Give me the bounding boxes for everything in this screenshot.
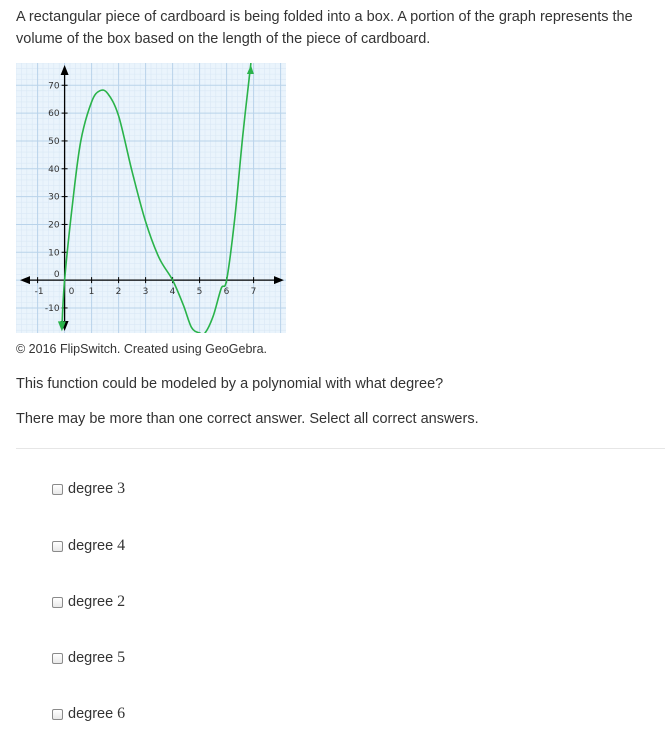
option-checkbox[interactable] <box>52 709 63 720</box>
graph-svg <box>16 63 286 333</box>
option-degree-6[interactable] <box>52 704 125 724</box>
y-tick-label: 30 <box>48 192 60 203</box>
volume-graph <box>16 63 286 333</box>
option-degree-5[interactable] <box>52 648 125 668</box>
option-degree-3[interactable] <box>52 479 125 499</box>
y-tick-label: 60 <box>48 109 60 120</box>
option-label: degree 4 <box>68 537 126 554</box>
graph-credit: © 2016 FlipSwitch. Created using GeoGebra. <box>16 342 268 356</box>
x-tick-label: 2 <box>115 287 122 298</box>
y-tick-label: -10 <box>44 303 60 314</box>
option-checkbox[interactable] <box>52 597 63 608</box>
option-label: degree 3 <box>68 480 126 497</box>
question-prompt: This function could be modeled by a polynomial with what degree? <box>16 376 444 392</box>
option-label: degree 6 <box>68 705 126 722</box>
x-tick-label: 4 <box>169 287 176 298</box>
option-label: degree 2 <box>68 593 126 610</box>
y-tick-label: 40 <box>48 164 60 175</box>
option-checkbox[interactable] <box>52 484 63 495</box>
y-tick-label: 10 <box>48 248 60 259</box>
question-intro: A rectangular piece of cardboard is being folded into a box. A portion of the graph represents the volume of the box based on the length of the piece of cardboard. <box>16 9 633 47</box>
x-tick-label: 0 <box>68 287 75 298</box>
y-axis-arrow-up <box>61 65 69 75</box>
option-checkbox[interactable] <box>52 653 63 664</box>
y-tick-label: 20 <box>48 220 60 231</box>
x-tick-label: 5 <box>196 287 203 298</box>
x-axis-arrow-right <box>274 276 284 284</box>
x-tick-label: 6 <box>223 287 230 298</box>
option-degree-4[interactable] <box>52 536 125 556</box>
option-label: degree 5 <box>68 649 126 666</box>
question-instruction: There may be more than one correct answer. Select all correct answers. <box>16 411 479 427</box>
option-checkbox[interactable] <box>52 541 63 552</box>
y-tick-label: 0 <box>53 270 60 281</box>
x-tick-label: 1 <box>88 287 95 298</box>
option-degree-2[interactable] <box>52 592 125 612</box>
x-tick-label: 3 <box>142 287 149 298</box>
y-tick-label: 70 <box>48 81 60 92</box>
y-tick-label: 50 <box>48 136 60 147</box>
x-tick-label: 7 <box>250 287 257 298</box>
x-tick-label: -1 <box>34 287 44 298</box>
divider <box>16 448 665 449</box>
